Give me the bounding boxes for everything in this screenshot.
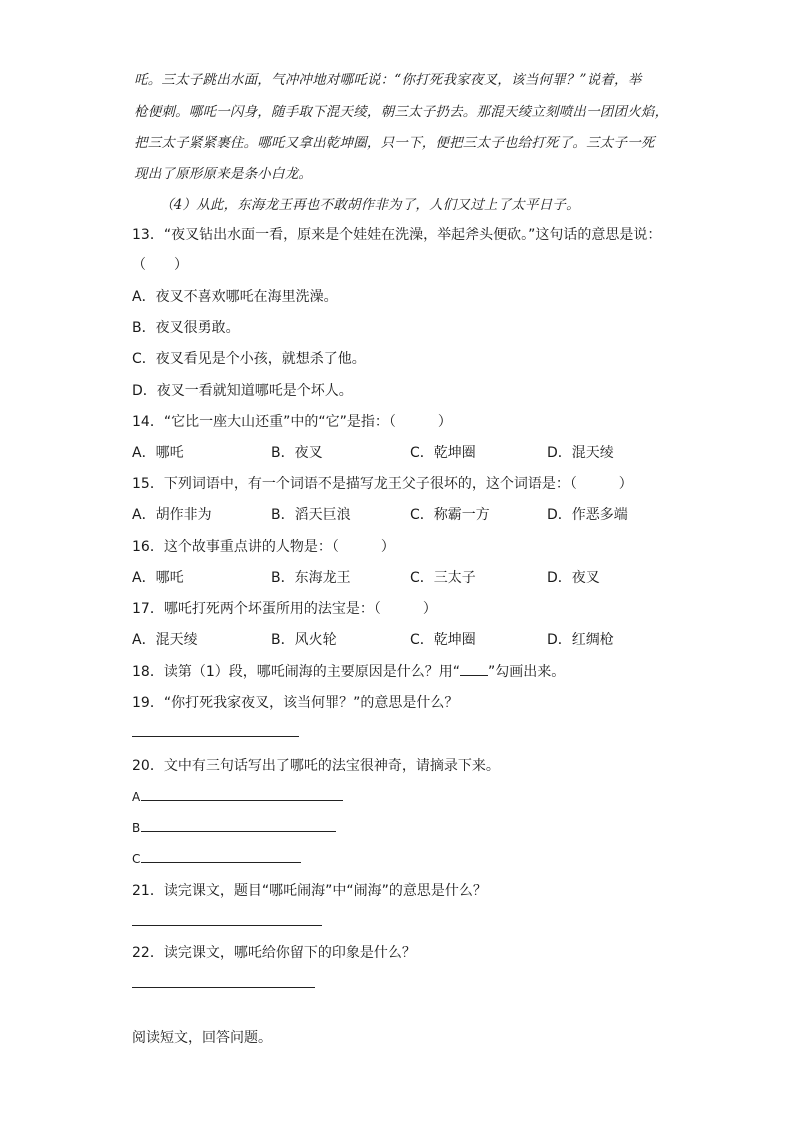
question-13-option-c[interactable]: C．夜叉看见是个小孩，就想杀了他。 [132, 351, 366, 367]
question-13-option-d[interactable]: D．夜叉一看就知道哪吒是个坏人。 [132, 383, 353, 399]
question-22-stem: 22．读完课文，哪吒给你留下的印象是什么？ [132, 945, 416, 961]
passage-line: 把三太子紧紧裹住。哪吒又拿出乾坤圈，只一下，便把三太子也给打死了。三太子一死 [134, 135, 655, 151]
question-17-stem: 17．哪吒打死两个坏蛋所用的法宝是：（ ） [132, 601, 437, 617]
passage-line: 现出了原形原来是条小白龙。 [134, 166, 313, 182]
passage-paragraph-4: （4）从此，东海龙王再也不敢胡作非为了，人们又过上了太平日子。 [160, 197, 580, 213]
option-d[interactable]: D．夜叉 [547, 570, 600, 586]
question-20-label-b: B [132, 821, 141, 835]
question-22-answer-line[interactable] [132, 987, 315, 988]
option-b[interactable]: B．夜叉 [271, 445, 323, 461]
question-20-label-c: C [132, 852, 141, 866]
option-c[interactable]: C．乾坤圈 [410, 445, 476, 461]
option-c[interactable]: C．乾坤圈 [410, 632, 476, 648]
question-20-answer-line-b[interactable] [141, 831, 336, 832]
question-13-stem: 13．“夜叉钻出水面一看，原来是个娃娃在洗澡，举起斧头便砍。”这句话的意思是说： [132, 227, 662, 243]
question-20-answer-line-a[interactable] [141, 800, 343, 801]
passage-line: 吒。三太子跳出水面，气冲冲地对哪吒说：“你打死我家夜叉，该当何罪？”说着，举 [134, 72, 642, 88]
option-a[interactable]: A．胡作非为 [132, 507, 212, 523]
question-20-answer-line-c[interactable] [141, 862, 301, 863]
question-18-stem-before: 18．读第（1）段，哪吒闹海的主要原因是什么？用“ [132, 664, 460, 680]
question-13-option-b[interactable]: B．夜叉很勇敢。 [132, 320, 240, 336]
question-21-answer-line[interactable] [132, 925, 322, 926]
question-13-paren: （ ） [132, 257, 188, 273]
question-20-label-a: A [132, 790, 141, 804]
question-17-options [132, 629, 692, 649]
option-d[interactable]: D．红绸枪 [547, 632, 614, 648]
option-a[interactable]: A．哪吒 [132, 570, 184, 586]
question-14-stem: 14．“它比一座大山还重”中的“它”是指：（ ） [132, 414, 452, 430]
question-18-stem [132, 661, 565, 681]
question-18-stem-after: ”勾画出来。 [487, 664, 566, 680]
question-19-stem: 19．“你打死我家夜叉，该当何罪？”的意思是什么？ [132, 695, 459, 711]
option-b[interactable]: B．东海龙王 [271, 570, 351, 586]
question-16-stem: 16．这个故事重点讲的人物是：（ ） [132, 539, 395, 555]
question-21-stem: 21．读完课文，题目“哪吒闹海”中“闹海”的意思是什么？ [132, 883, 487, 899]
question-15-stem: 15．下列词语中，有一个词语不是描写龙王父子很坏的，这个词语是：（ ） [132, 476, 633, 492]
option-d[interactable]: D．混天绫 [547, 445, 614, 461]
option-a[interactable]: A．混天绫 [132, 632, 198, 648]
option-a[interactable]: A．哪吒 [132, 445, 184, 461]
question-14-options [132, 442, 692, 462]
option-d[interactable]: D．作恶多端 [547, 507, 628, 523]
question-20-stem: 20．文中有三句话写出了哪吒的法宝很神奇，请摘录下来。 [132, 758, 500, 774]
underline-mark [460, 665, 488, 676]
option-b[interactable]: B．风火轮 [271, 632, 337, 648]
option-c[interactable]: C．称霸一方 [410, 507, 490, 523]
question-13-option-a[interactable]: A．夜叉不喜欢哪吒在海里洗澡。 [132, 289, 338, 305]
reading-instruction: 阅读短文，回答问题。 [132, 1030, 272, 1046]
passage-line: 枪便刺。哪吒一闪身，随手取下混天绫，朝三太子扔去。那混天绫立刻喷出一团团火焰， [134, 104, 669, 120]
question-15-options [132, 504, 692, 524]
option-b[interactable]: B．滔天巨浪 [271, 507, 351, 523]
question-16-options [132, 567, 692, 587]
option-c[interactable]: C．三太子 [410, 570, 476, 586]
question-19-answer-line[interactable] [132, 736, 299, 737]
